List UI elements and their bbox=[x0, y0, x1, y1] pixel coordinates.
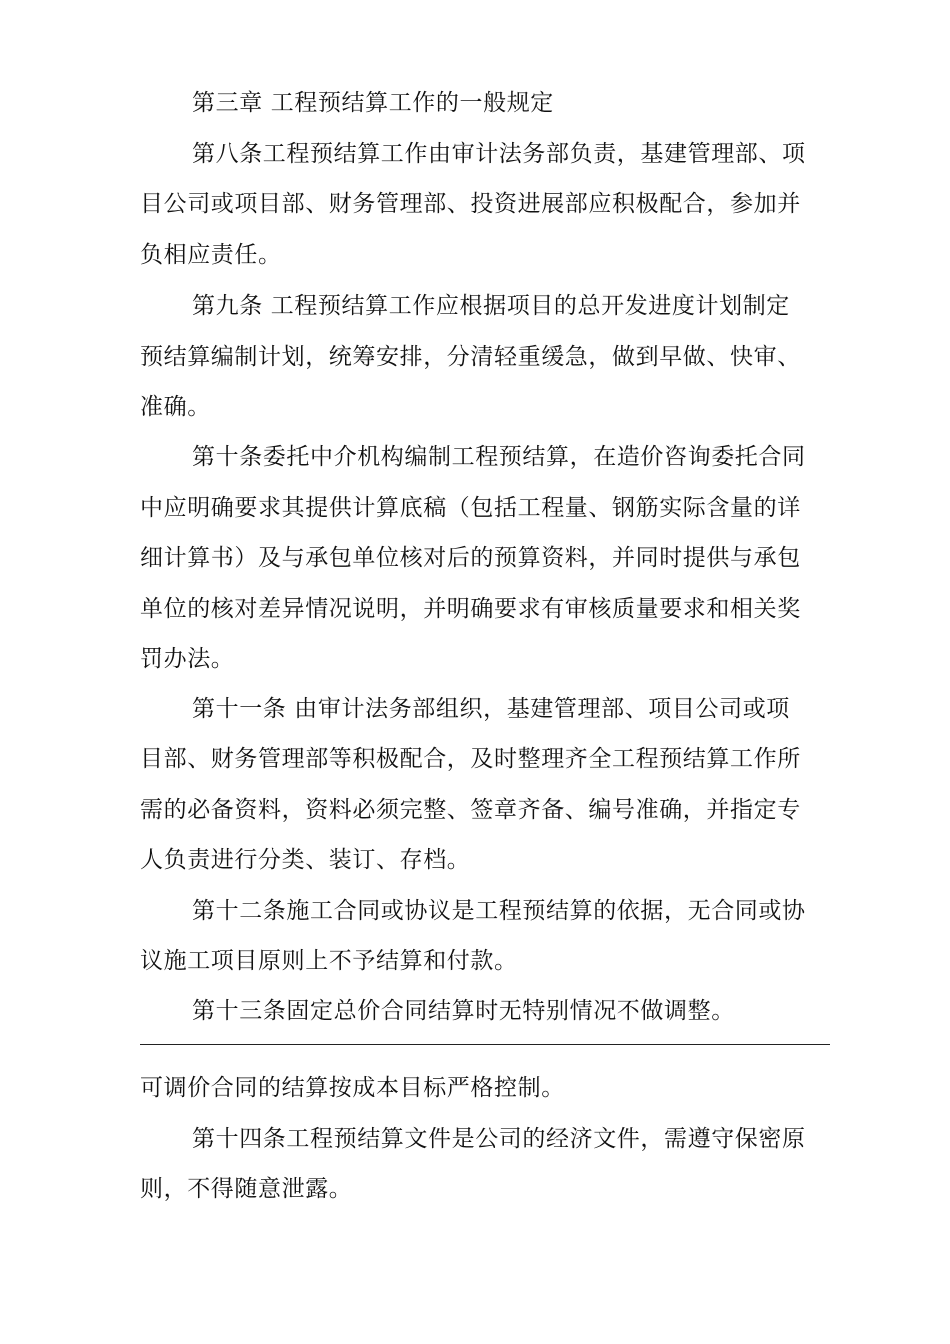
article-9-line-2: 预结算编制计划，统筹安排，分清轻重缓急，做到早做、快审、 bbox=[140, 344, 801, 370]
chapter-heading: 第三章 工程预结算工作的一般规定 bbox=[192, 90, 554, 116]
article-13-line-1: 第十三条固定总价合同结算时无特别情况不做调整。 bbox=[192, 998, 735, 1024]
article-10-line-4: 单位的核对差异情况说明，并明确要求有审核质量要求和相关奖 bbox=[140, 596, 801, 622]
article-12-line-1: 第十二条施工合同或协议是工程预结算的依据，无合同或协 bbox=[192, 898, 806, 924]
article-14-line-2: 则，不得随意泄露。 bbox=[140, 1176, 353, 1202]
article-14-line-1: 第十四条工程预结算文件是公司的经济文件，需遵守保密原 bbox=[192, 1126, 806, 1152]
article-11-line-1: 第十一条 由审计法务部组织，基建管理部、项目公司或项 bbox=[192, 696, 790, 722]
article-11-line-3: 需的必备资料，资料必须完整、签章齐备、编号准确，并指定专 bbox=[140, 797, 801, 823]
article-8-line-1: 第八条工程预结算工作由审计法务部负责，基建管理部、项 bbox=[192, 141, 806, 167]
article-9-line-3: 准确。 bbox=[140, 394, 211, 420]
section-divider bbox=[140, 1044, 830, 1045]
article-12-line-2: 议施工项目原则上不予结算和付款。 bbox=[140, 948, 518, 974]
article-11-line-4: 人负责进行分类、装订、存档。 bbox=[140, 847, 471, 873]
article-11-line-2: 目部、财务管理部等积极配合，及时整理齐全工程预结算工作所 bbox=[140, 746, 801, 772]
article-8-line-3: 负相应责任。 bbox=[140, 242, 282, 268]
article-8-line-2: 目公司或项目部、财务管理部、投资进展部应积极配合，参加并 bbox=[140, 191, 801, 217]
article-10-line-2: 中应明确要求其提供计算底稿（包括工程量、钢筋实际含量的详 bbox=[140, 495, 801, 521]
continuation-line-1: 可调价合同的结算按成本目标严格控制。 bbox=[140, 1075, 565, 1101]
article-10-line-5: 罚办法。 bbox=[140, 646, 235, 672]
article-10-line-1: 第十条委托中介机构编制工程预结算，在造价咨询委托合同 bbox=[192, 444, 806, 470]
article-9-line-1: 第九条 工程预结算工作应根据项目的总开发进度计划制定 bbox=[192, 293, 790, 319]
article-10-line-3: 细计算书）及与承包单位核对后的预算资料，并同时提供与承包 bbox=[140, 545, 801, 571]
